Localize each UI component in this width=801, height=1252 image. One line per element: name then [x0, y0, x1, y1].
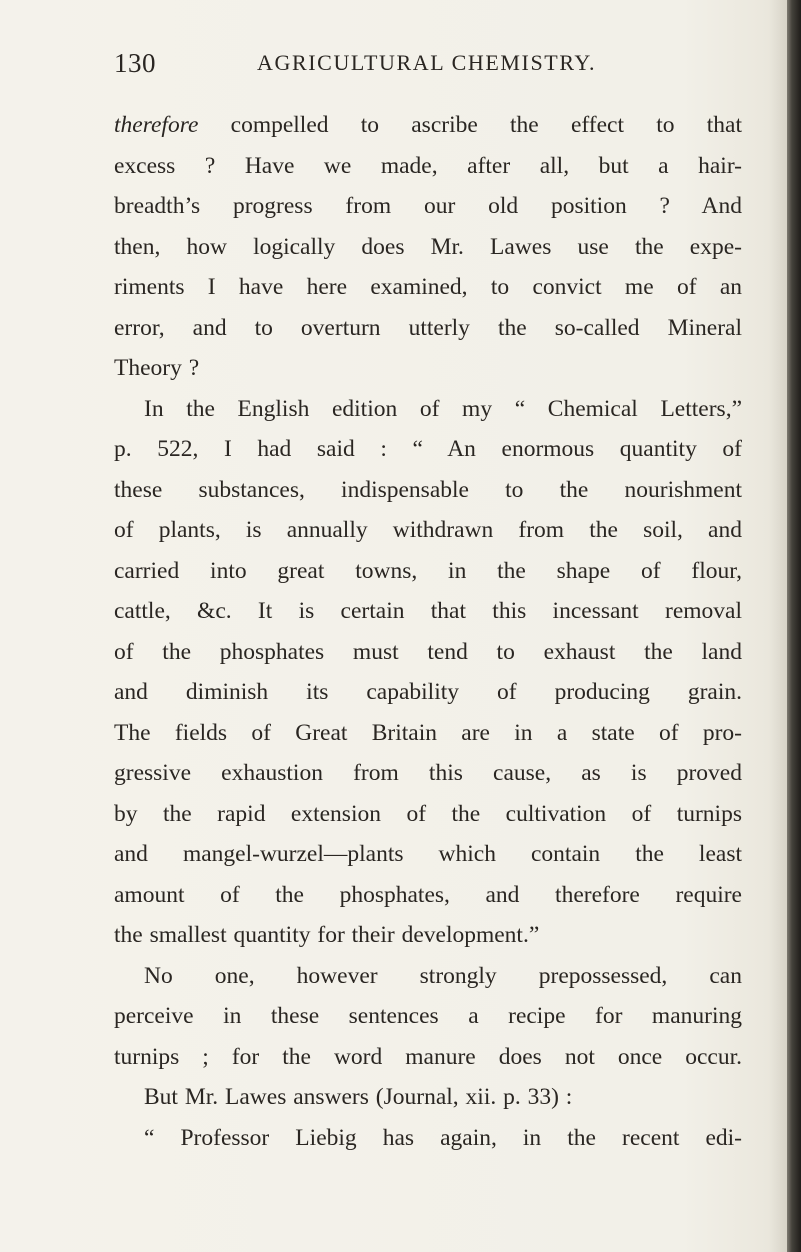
text-line: The fields of Great Britain are in a state of pro-	[114, 719, 742, 746]
page-edge	[787, 0, 801, 1252]
page-gutter-shadow	[769, 0, 787, 1252]
text-line: In the English edition of my “ Chemical Letters,”	[144, 395, 742, 422]
text-line: by the rapid extension of the cultivation of turnips	[114, 800, 742, 827]
text-line: of plants, is annually withdrawn from the soil, and	[114, 517, 742, 543]
text-line: then, how logically does Mr. Lawes use the expe-	[114, 233, 742, 260]
text-line: “ Professor Liebig has again, in the recent edi-	[144, 1124, 742, 1151]
text-line: p. 522, I had said : “ An enormous quantity of	[114, 436, 742, 462]
text-line: No one, however strongly prepossessed, can	[144, 962, 742, 989]
text-line: Theory ?	[114, 355, 200, 381]
text-line: cattle, &c. It is certain that this incessant removal	[114, 598, 742, 624]
text-line: turnips ; for the word manure does not once occur.	[114, 1043, 742, 1070]
page-header	[114, 48, 742, 88]
text-line: of the phosphates must tend to exhaust the land	[114, 638, 742, 665]
text-line: the smallest quantity for their development.”	[114, 922, 540, 948]
text-line: these substances, indispensable to the nourishment	[114, 476, 742, 503]
text-line: But Mr. Lawes answers (Journal, xii. p. 33) :	[144, 1084, 573, 1110]
text-line: carried into great towns, in the shape of flour,	[114, 557, 742, 584]
text-line: gressive exhaustion from this cause, as is proved	[114, 760, 742, 786]
running-head: AGRICULTURAL CHEMISTRY.	[257, 50, 597, 75]
text-line: and mangel-wurzel—plants which contain the least	[114, 841, 742, 867]
text-line: error, and to overturn utterly the so-called Mineral	[114, 314, 742, 341]
text-line: and diminish its capability of producing grain.	[114, 679, 742, 705]
text-line: excess ? Have we made, after all, but a hair-	[114, 152, 742, 179]
text-line: therefore compelled to ascribe the effect to that	[114, 112, 742, 138]
text-line: perceive in these sentences a recipe for manuring	[114, 1003, 742, 1029]
page-number: 130	[114, 48, 156, 78]
text-line: amount of the phosphates, and therefore require	[114, 881, 742, 908]
italic-word: therefore	[114, 112, 199, 138]
text-line: breadth’s progress from our old position ? And	[114, 193, 742, 219]
text-line: riments I have here examined, to convict me of an	[114, 274, 742, 300]
body-text	[114, 105, 742, 1158]
